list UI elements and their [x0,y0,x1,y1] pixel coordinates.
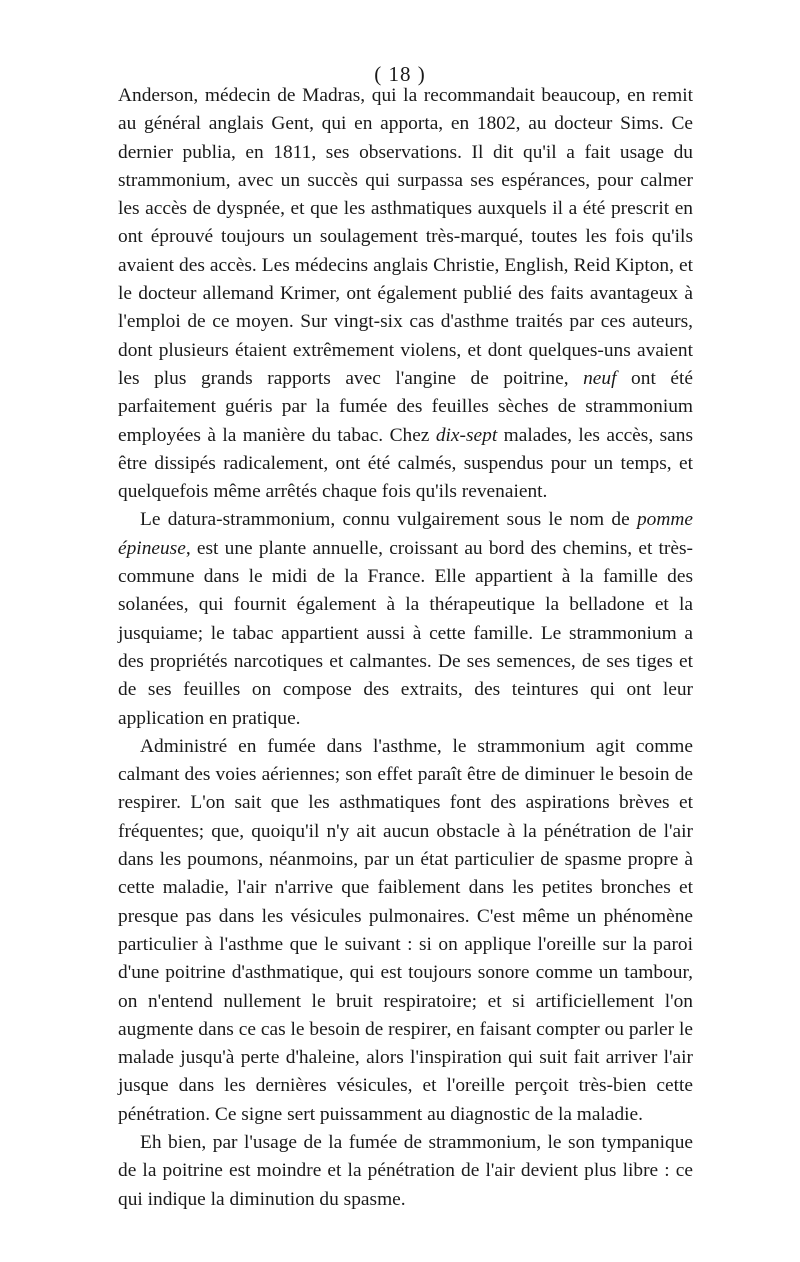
text-run: Le datura-strammonium, connu vulgairement sous le nom de [140,509,637,531]
italic-text-run: dix-sept [435,424,498,446]
text-run: Eh bien, par l'usage de la fumée de strammonium, le son tympanique de la poitrine est moindre et la pénétration de l'air devient plus libre : ce qui indique la diminution du spasme. [118,1131,693,1210]
paragraph-1 [118,82,693,506]
text-run: , est une plante annuelle, croissant au bord des chemins, et très-commune dans le midi de la France. Elle appartient à la famille des solanées, qui fournit également à la thérapeutique la belladone et la jusquiame; le tabac appartient aussi à cette famille. Le strammonium a des propriétés narcotiques et calmantes. De ses semences, de ses tiges et de ses feuilles on compose des extraits, des teintures qui ont leur application en pratique. [118,537,693,729]
text-run: ont été parfaitement guéris par la fumée des feuilles sèches de strammonium employées à la manière du tabac. Chez [118,367,693,446]
italic-text-run: pomme épineuse [118,509,693,559]
paragraph-2 [118,506,693,732]
paragraph-4 [118,1129,693,1214]
body-text [118,82,693,1214]
page-number: ( 18 ) [374,62,426,86]
text-run: Anderson, médecin de Madras, qui la recommandait beaucoup, en remit au général anglais Gent, qui en apporta, en 1802, au docteur Sims. Ce dernier publia, en 1811, ses observations. Il dit qu'il a fait usage du strammonium, avec un succès qui surpassa ses espérances, pour calmer les accès de dyspnée, et que les asthmatiques auxquels il a été prescrit en ont éprouvé toujours un soulagement très-marqué, toutes les fois qu'ils avaient des accès. Les médecins anglais Christie, English, Reid Kipton, et le docteur allemand Krimer, ont également publié des faits avantageux à l'emploi de ce moyen. Sur vingt-six cas d'asthme traités par ces auteurs, dont plusieurs étaient extrêmement violens, et dont quelques-uns avaient les plus grands rapports avec l'angine de poitrine, [118,85,693,389]
text-run: malades, les accès, sans être dissipés radicalement, ont été calmés, suspendus pour un temps, et quelquefois même arrêtés chaque fois qu'ils revenaient. [118,424,693,503]
text-run: Administré en fumée dans l'asthme, le strammonium agit comme calmant des voies aériennes; son effet paraît être de diminuer le besoin de respirer. L'on sait que les asthmatiques font des aspirations brèves et fréquentes; que, quoiqu'il n'y ait aucun obstacle à la pénétration de l'air dans les poumons, néanmoins, par un état particulier de spasme propre à cette maladie, l'air n'arrive que faiblement dans les petites bronches et presque pas dans les vésicules pulmonaires. C'est même un phénomène particulier à l'asthme que le suivant : si on applique l'oreille sur la paroi d'une poitrine d'asthmatique, qui est toujours sonore comme un tambour, on n'entend nullement le bruit respiratoire; et si artificiellement l'on augmente dans ce cas le besoin de respirer, en faisant compter ou parler le malade jusqu'à perte d'haleine, alors l'inspiration qui suit fait arriver l'air jusque dans les dernières vésicules, et l'oreille perçoit très-bien cette pénétration. Ce signe sert puissamment au diagnostic de la maladie. [118,735,693,1125]
paragraph-3 [118,733,693,1129]
italic-text-run: neuf [583,367,617,389]
